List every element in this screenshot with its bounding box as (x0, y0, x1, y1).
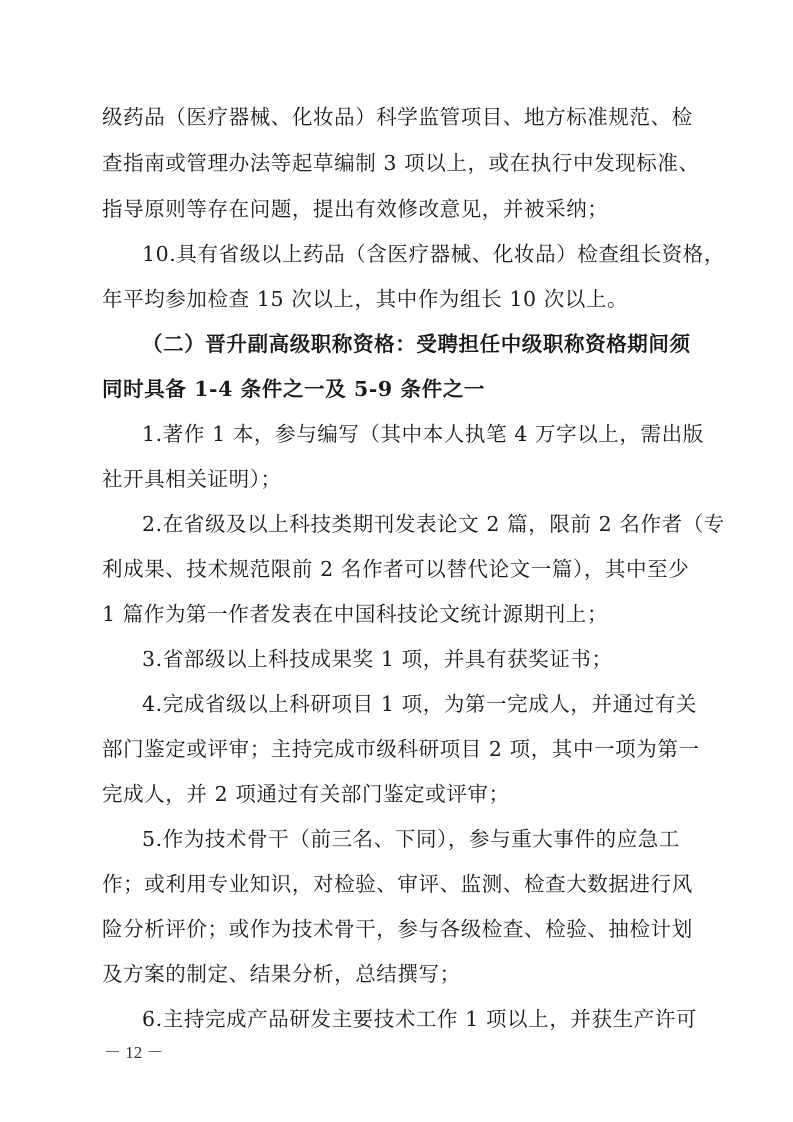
text-line: 3.省部级以上科技成果奖 1 项，并具有获奖证书； (142, 647, 613, 671)
text-line: 查指南或管理办法等起草编制 3 项以上，或在执行中发现标准、 (102, 151, 700, 175)
text-line: 作；或利用专业知识，对检验、审评、监测、检查大数据进行风 (102, 872, 693, 896)
text-line: 完成人，并 2 项通过有关部门鉴定或评审； (102, 782, 510, 806)
text-line: 6.主持完成产品研发主要技术工作 1 项以上，并获生产许可 (142, 1007, 698, 1031)
text-line: 利成果、技术规范限前 2 名作者可以替代论文一篇），其中至少 (102, 557, 690, 581)
section-heading: （二）晋升副高级职称资格：受聘担任中级职称资格期间须 (142, 332, 691, 356)
text-line: 4.完成省级以上科研项目 1 项，为第一完成人，并通过有关 (142, 692, 698, 716)
text-line: 及方案的制定、结果分析，总结撰写； (102, 962, 461, 986)
text-line: 10.具有省级以上药品（含医疗器械、化妆品）检查组长资格， (142, 242, 725, 266)
text-line: 指导原则等存在问题，提出有效修改意见，并被采纳； (102, 197, 609, 221)
text-line: 1 篇作为第一作者发表在中国科技论文统计源期刊上； (102, 602, 609, 626)
text-line: 年平均参加检查 15 次以上，其中作为组长 10 次以上。 (102, 287, 629, 311)
page-number: － 12 － (104, 1043, 164, 1062)
text-line: 社开具相关证明）； (102, 467, 282, 491)
text-line: 险分析评价；或作为技术骨干，参与各级检查、检验、抽检计划 (102, 917, 693, 941)
text-line: 部门鉴定或评审；主持完成市级科研项目 2 项，其中一项为第一 (102, 737, 700, 761)
text-line: 2.在省级及以上科技类期刊发表论文 2 篇，限前 2 名作者（专 (142, 512, 725, 536)
text-line: 1.著作 1 本，参与编写（其中本人执笔 4 万字以上，需出版 (142, 422, 704, 446)
section-heading: 同时具备 1-4 条件之一及 5-9 条件之一 (102, 377, 485, 401)
text-line: 5.作为技术骨干（前三名、下同），参与重大事件的应急工 (142, 827, 681, 851)
text-line: 级药品（医疗器械、化妆品）科学监管项目、地方标准规范、检 (102, 105, 693, 129)
